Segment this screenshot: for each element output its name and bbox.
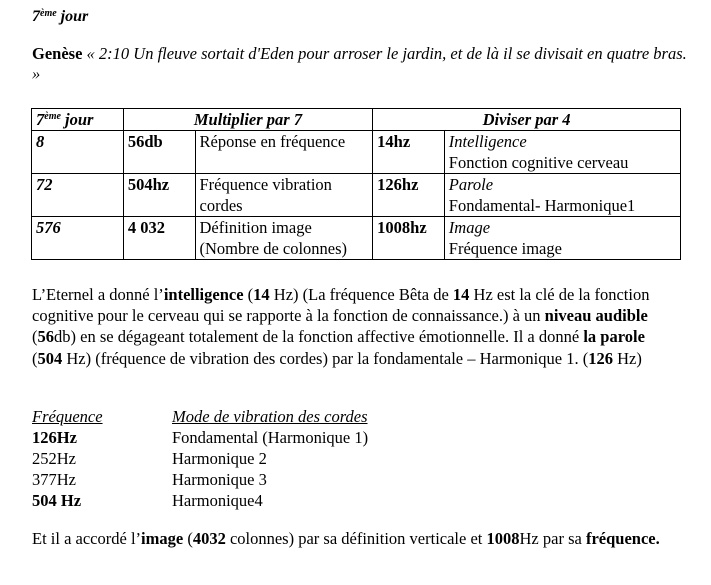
genese-label: Genèse <box>32 44 83 63</box>
div-value-cell: 14hz <box>373 131 445 174</box>
frequency-value: 504 Hz <box>32 491 82 510</box>
para-bold: niveau audible <box>544 306 648 326</box>
mode-value: Harmonique 3 <box>172 470 267 489</box>
para-text: ( <box>243 285 254 304</box>
frequency-value: 252Hz <box>32 449 76 468</box>
para-text: Hz est la clé de la fonction cognitive pour le cerveau qui se rapporte à la fonction de connaissance.) à un <box>32 285 650 326</box>
table-row <box>32 131 681 174</box>
div-desc-cell <box>444 217 680 260</box>
div-desc: Fondamental- Harmonique1 <box>448 196 636 215</box>
mult-desc-cell: Réponse en fréquence <box>195 131 373 174</box>
mult-value-cell: 4 032 <box>123 217 195 260</box>
para-bold: la parole <box>583 327 645 347</box>
day-cell: 576 <box>32 217 124 260</box>
final-text: Hz par sa <box>519 529 586 548</box>
day-cell: 72 <box>32 174 124 217</box>
para-bold: 14 <box>452 285 470 304</box>
div-desc: Fonction cognitive cerveau <box>448 153 629 172</box>
final-text: ( <box>183 529 193 548</box>
header-day-word: jour <box>60 110 94 129</box>
mode-value: Harmonique 2 <box>172 449 267 468</box>
final-bold: image <box>141 529 184 548</box>
final-text: colonnes) par sa définition verticale et <box>225 529 487 548</box>
para-bold: intelligence <box>163 285 244 304</box>
para-bold: 56 <box>37 327 54 347</box>
para-bold: 504 <box>37 348 63 368</box>
day-superscript: ème <box>40 8 57 19</box>
header-day-cell <box>32 109 124 131</box>
para-text: ( <box>32 327 38 347</box>
day-cell: 8 <box>32 131 124 174</box>
mode-value: Fondamental (Harmonique 1) <box>172 428 369 447</box>
day-number: 7 <box>32 8 40 25</box>
header-multiply-cell: Multiplier par 7 <box>123 109 372 131</box>
final-bold: fréquence. <box>585 529 660 548</box>
para-bold: 126 <box>588 348 613 368</box>
header-day-number: 7 <box>36 110 45 129</box>
multiplication-table <box>31 108 681 260</box>
table-header-row <box>32 109 681 131</box>
table-row <box>32 217 681 260</box>
mode-value: Harmonique4 <box>172 491 263 510</box>
div-title: Intelligence <box>448 132 527 151</box>
table-row <box>32 174 681 217</box>
para-text: L’Eternel a donné l’ <box>32 285 164 304</box>
header-day-superscript: ème <box>44 111 61 122</box>
div-value-cell: 1008hz <box>373 217 445 260</box>
mode-column-header: Mode de vibration des cordes <box>172 407 368 426</box>
genese-quote <box>32 44 692 84</box>
explanation-paragraph <box>32 284 652 369</box>
div-title: Parole <box>448 175 494 194</box>
final-bold: 1008 <box>486 529 520 548</box>
div-title: Image <box>448 218 491 237</box>
para-text: Hz) <box>612 348 642 368</box>
para-text: db) en se dégageant totalement de la fonction affective émotionnelle. Il a donné <box>54 327 584 347</box>
para-text: ( <box>32 348 38 368</box>
frequency-value: 377Hz <box>32 470 76 489</box>
final-paragraph <box>32 528 672 550</box>
para-text: Hz) (La fréquence Bêta de <box>269 285 453 304</box>
genese-quote-text: « 2:10 Un fleuve sortait d'Eden pour arroser le jardin, et de là il se divisait en quatre bras. » <box>32 44 687 83</box>
frequency-value: 126Hz <box>32 428 77 447</box>
div-desc-cell <box>444 174 680 217</box>
final-bold: 4032 <box>192 529 226 548</box>
final-text: Et il a accordé l’ <box>32 529 142 548</box>
mult-value-cell: 504hz <box>123 174 195 217</box>
mult-desc-cell: Définition image (Nombre de colonnes) <box>195 217 373 260</box>
header-divide-cell: Diviser par 4 <box>373 109 681 131</box>
mult-value-cell: 56db <box>123 131 195 174</box>
div-desc-cell <box>444 131 680 174</box>
day-heading <box>32 6 88 28</box>
day-word: jour <box>56 8 89 25</box>
para-text: Hz) (fréquence de vibration des cordes) par la fondamentale – Harmonique 1. ( <box>62 348 589 368</box>
div-desc: Fréquence image <box>448 239 562 258</box>
div-value-cell: 126hz <box>373 174 445 217</box>
frequency-column-header: Fréquence <box>32 407 103 426</box>
para-bold: 14 <box>253 285 270 304</box>
mult-desc-cell: Fréquence vibration cordes <box>195 174 373 217</box>
